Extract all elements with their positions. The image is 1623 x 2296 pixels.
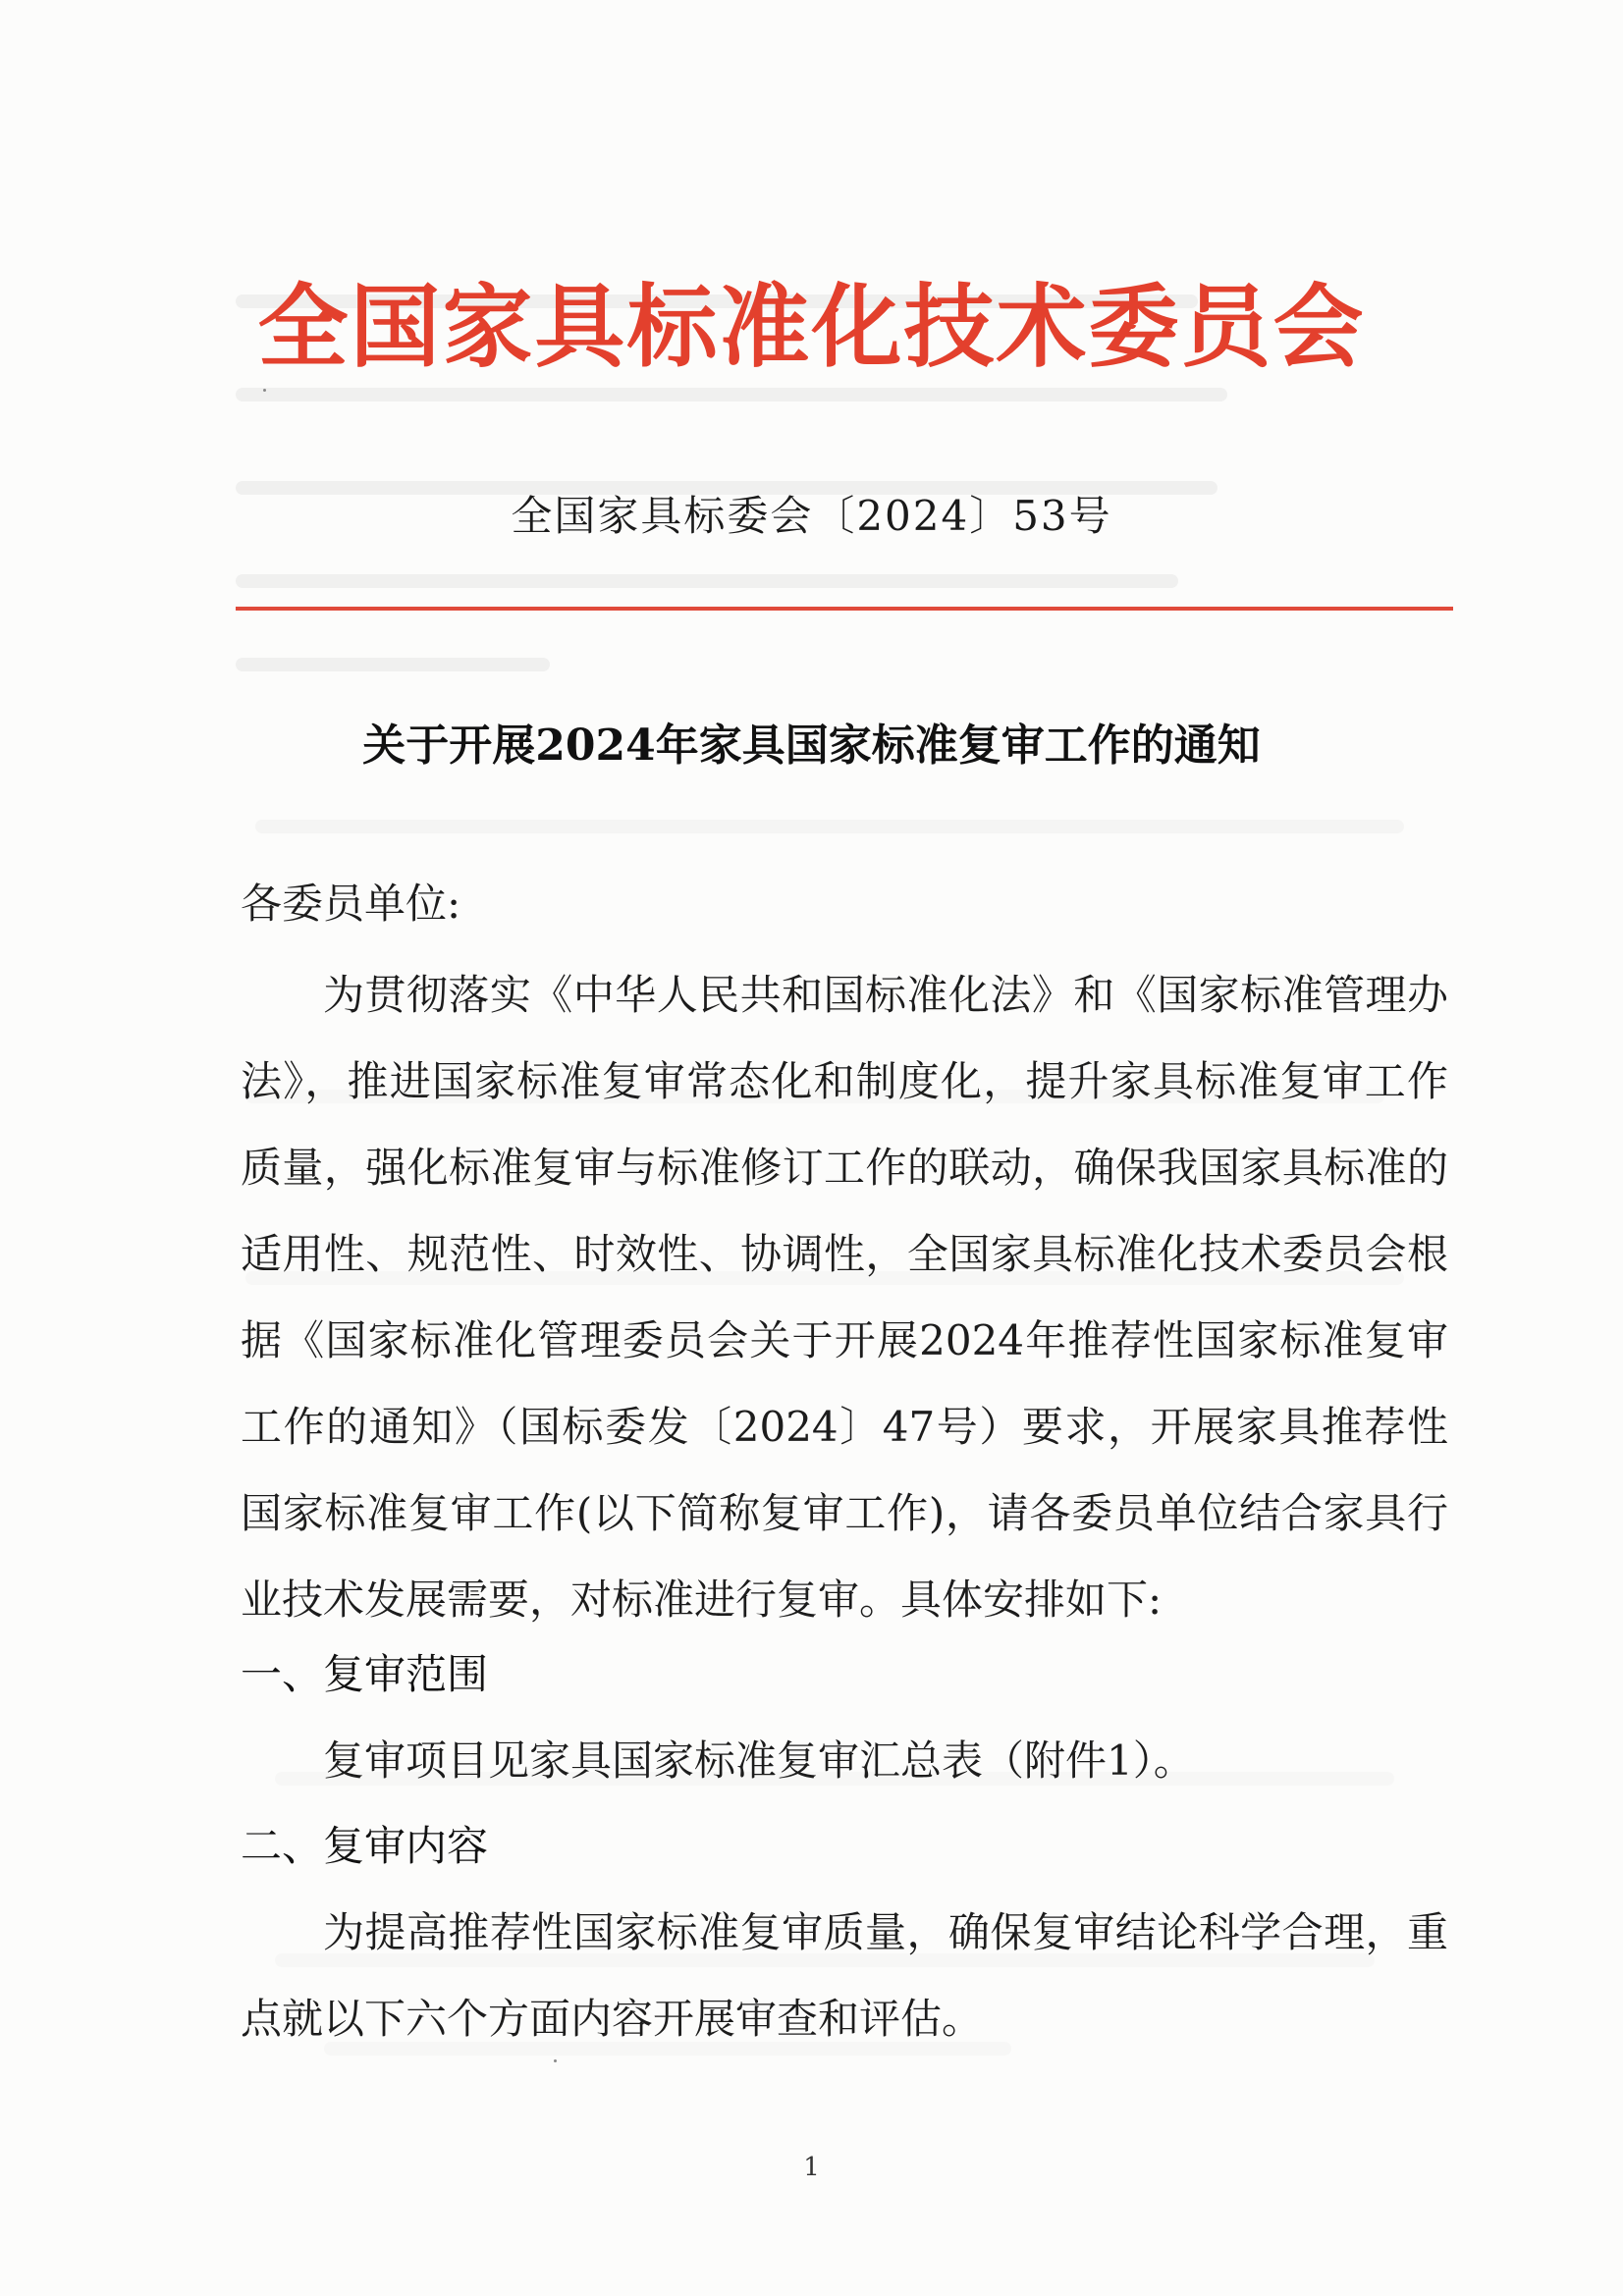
salutation: 各委员单位: [241, 880, 461, 928]
section-text-content: 为提高推荐性国家标准复审质量，确保复审结论科学合理，重点就以下六个方面内容开展审查和评估。 [241, 1908, 1448, 2043]
notice-title: 关于开展2024年家具国家标准复审工作的通知 [362, 721, 1261, 771]
scan-speck [263, 389, 266, 392]
organization-title: 全国家具标准化技术委员会 [257, 275, 1366, 380]
intro-paragraph: 为贯彻落实《中华人民共和国标准化法》和《国家标准管理办法》，推进国家标准复审常态化和制度化，提升家具标准复审工作质量，强化标准复审与标准修订工作的联动，确保我国家具标准的适用性、规范性、时效性、协调性，全国家具标准化技术委员会根据《国家标准化管理委员会关于开展2024年推荐性国家标准复审工作的通知》（国标委发〔2024〕47号）要求，开展家具推荐性国家标准复审工作(以下简称复审工作)，请各委员单位结合家具行业技术发展需要，对标准进行复审。具体安排如下: [241, 971, 1448, 1624]
section-heading-scope: 一、复审范围 [241, 1650, 489, 1698]
bleed-through-line [236, 574, 1178, 588]
bleed-through-line [236, 658, 550, 671]
section-text-scope: 复审项目见家具国家标准复审汇总表（附件1）。 [323, 1736, 1195, 1785]
bleed-through-line [236, 388, 1227, 401]
bleed-through-line [255, 820, 1404, 833]
page-number: 1 [803, 2153, 820, 2182]
section-heading-content: 二、复审内容 [241, 1822, 489, 1870]
document-number: 全国家具标委会〔2024〕53号 [511, 492, 1112, 540]
scan-speck [554, 2059, 557, 2062]
red-divider-line [236, 607, 1453, 611]
